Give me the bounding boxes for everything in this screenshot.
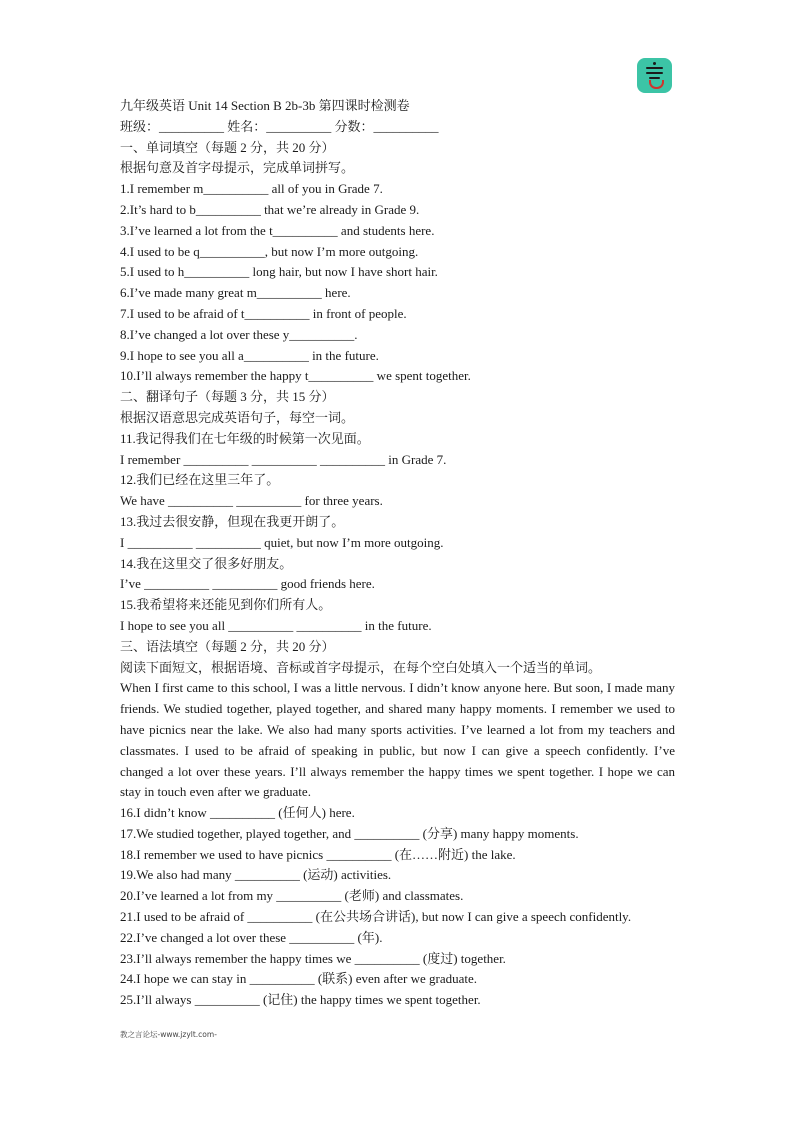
- translation-prompt: 15.我希望将来还能见到你们所有人。: [120, 597, 332, 613]
- translation-prompt: 14.我在这里交了很多好朋友。: [120, 555, 293, 571]
- page-title: 九年级英语 Unit 14 Section B 2b-3b 第四课时检测卷: [120, 98, 410, 113]
- question-item: 21.I used to be afraid of __________ (在公共场合讲话), but now I can give a speech confidently.: [120, 909, 632, 925]
- question-item: 18.I remember we used to have picnics __________ (在……附近) the lake.: [120, 846, 516, 862]
- question-item: 2.It’s hard to b__________ that we’re already in Grade 9.: [120, 201, 420, 217]
- section1-instruction: 根据句意及首字母提示，完成单词拼写。: [120, 160, 355, 176]
- section2-instruction: 根据汉语意思完成英语句子，每空一词。: [120, 409, 355, 425]
- section3-heading: 三、语法填空（每题 2 分，共 20 分）: [120, 638, 335, 654]
- question-item: 16.I didn’t know __________ (任何人) here.: [120, 805, 355, 821]
- question-item: 24.I hope we can stay in __________ (联系) even after we graduate.: [120, 971, 478, 987]
- question-item: 20.I’ve learned a lot from my __________ (老师) and classmates.: [120, 888, 464, 904]
- translation-prompt: 13.我过去很安静，但现在我更开朗了。: [120, 513, 345, 529]
- translation-blank-line: I remember __________ __________ __________ in Grade 7.: [120, 451, 447, 467]
- translation-blank-line: I’ve __________ __________ good friends here.: [120, 576, 375, 592]
- question-item: 17.We studied together, played together, and __________ (分享) many happy moments.: [120, 825, 579, 841]
- reading-passage: When I first came to this school, I was a little nervous. I didn’t know anyone here. But soon, I made many friends. We studied together, played together, and shared many happy moments. I remember we used to have picnics near the lake. We also had many sports activities. I’ve learned a lot from my teachers and classmates. I used to be afraid of speaking in public, but now I can give a speech confidently. I’ve changed a lot over these years. I’ll always remember the happy times we spent together. I hope we can stay in touch even after we graduate.: [120, 680, 675, 800]
- footer-text: 教之言论坛-www.jzylt.com-: [120, 1030, 217, 1039]
- translation-blank-line: I hope to see you all __________ __________ in the future.: [120, 617, 432, 633]
- question-item: 5.I used to h__________ long hair, but now I have short hair.: [120, 264, 438, 280]
- question-item: 22.I’ve changed a lot over these __________ (年).: [120, 929, 383, 945]
- jzylt-logo-icon: [637, 58, 672, 93]
- translation-prompt: 11.我记得我们在七年级的时候第一次见面。: [120, 430, 370, 446]
- translation-prompt: 12.我们已经在这里三年了。: [120, 472, 280, 488]
- section3-instruction: 阅读下面短文，根据语境、音标或首字母提示，在每个空白处填入一个适当的单词。: [120, 659, 602, 675]
- translation-blank-line: We have __________ __________ for three years.: [120, 493, 383, 509]
- question-item: 1.I remember m__________ all of you in Grade 7.: [120, 181, 383, 197]
- question-item: 7.I used to be afraid of t__________ in front of people.: [120, 305, 407, 321]
- question-item: 8.I’ve changed a lot over these y__________.: [120, 326, 358, 342]
- translation-blank-line: I __________ __________ quiet, but now I’m more outgoing.: [120, 534, 444, 550]
- section2-heading: 二、翻译句子（每题 3 分，共 15 分）: [120, 389, 335, 405]
- question-item: 25.I’ll always __________ (记住) the happy times we spent together.: [120, 992, 481, 1008]
- question-item: 10.I’ll always remember the happy t__________ we spent together.: [120, 368, 471, 384]
- question-item: 4.I used to be q__________, but now I’m more outgoing.: [120, 243, 419, 259]
- section1-heading: 一、单词填空（每题 2 分，共 20 分）: [120, 139, 335, 155]
- question-item: 19.We also had many __________ (运动) activities.: [120, 867, 392, 883]
- question-item: 3.I’ve learned a lot from the t__________ and students here.: [120, 222, 435, 238]
- question-item: 23.I’ll always remember the happy times we __________ (度过) together.: [120, 950, 506, 966]
- question-item: 6.I’ve made many great m__________ here.: [120, 285, 351, 301]
- question-item: 9.I hope to see you all a__________ in the future.: [120, 347, 379, 363]
- student-info-line: 班级：__________ 姓名：__________ 分数：__________: [120, 118, 439, 134]
- worksheet: [120, 96, 675, 1011]
